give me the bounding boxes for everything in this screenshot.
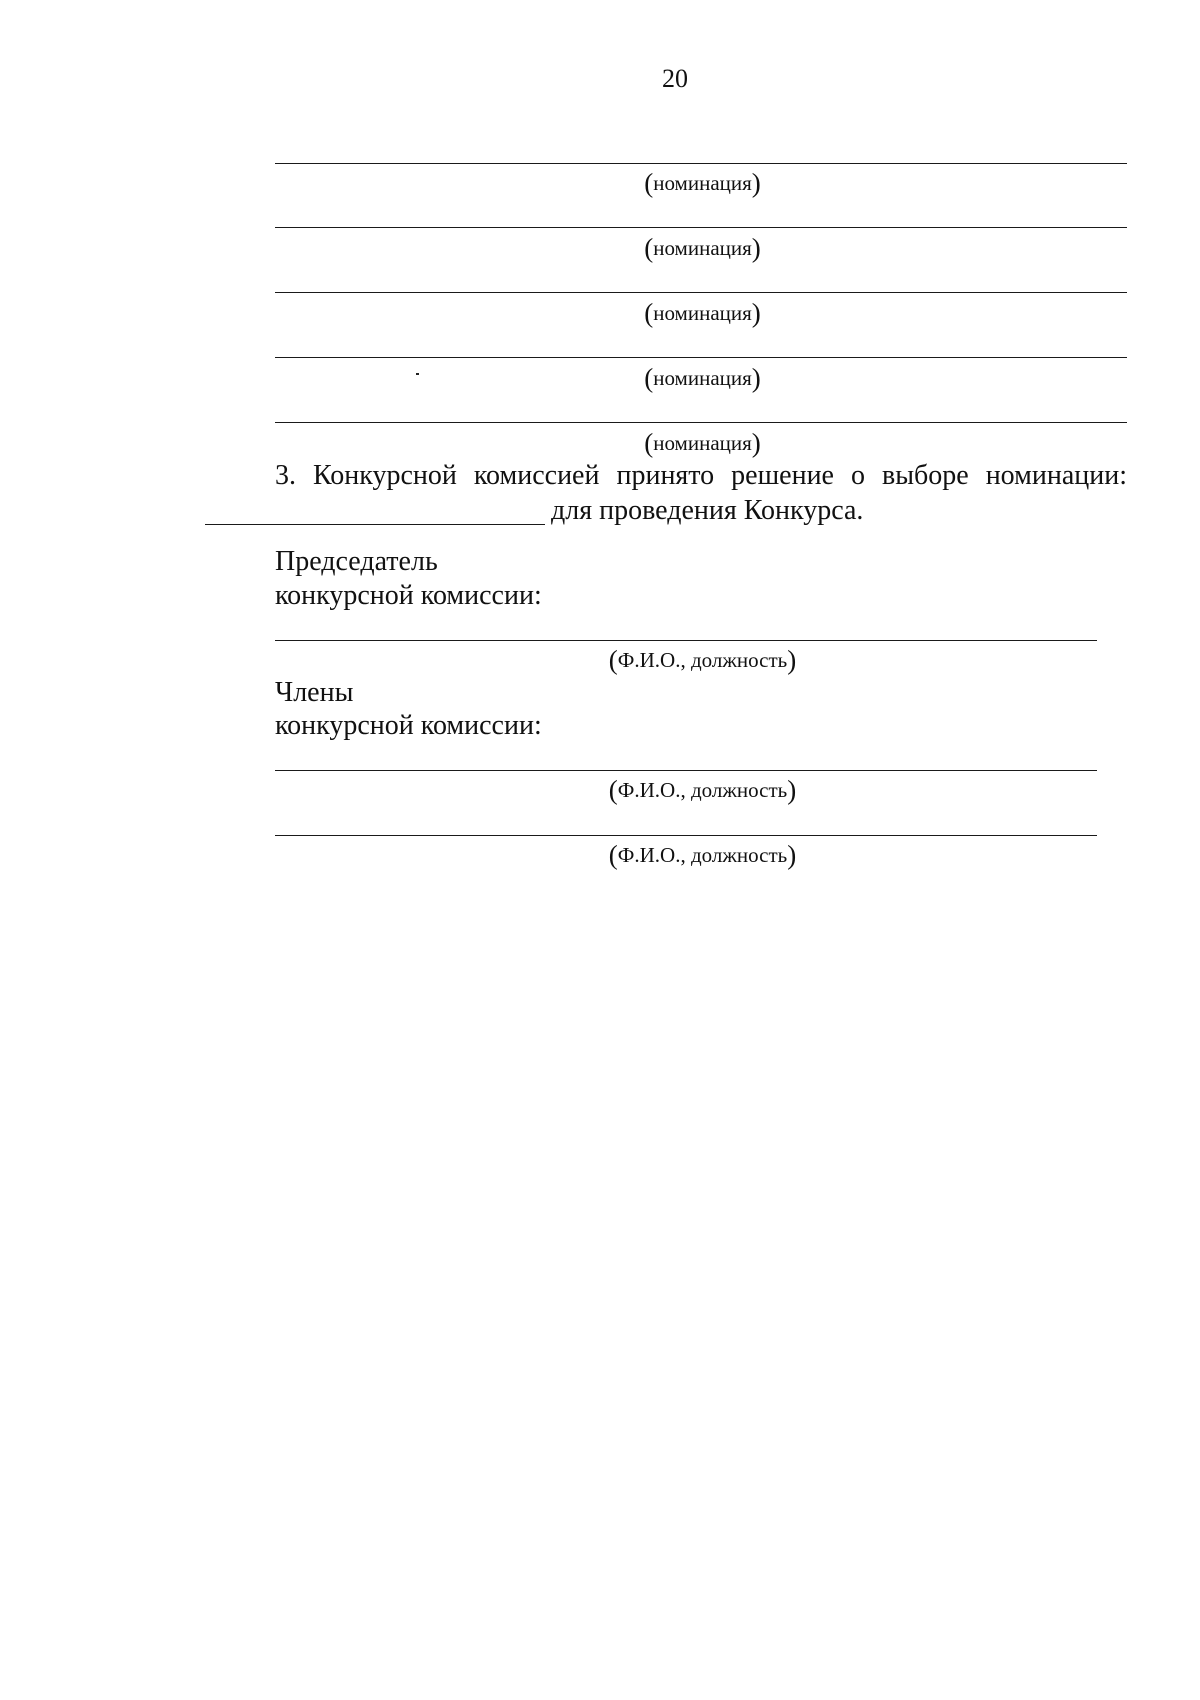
- close-paren: ): [787, 840, 797, 870]
- decision-line-2: для проведения Конкурса.: [551, 495, 864, 526]
- open-paren: (: [644, 233, 654, 263]
- open-paren: (: [644, 298, 654, 328]
- signature-caption-text: Ф.И.О., должность: [617, 648, 788, 672]
- nomination-caption-text: номинация: [653, 301, 752, 325]
- member-signature-caption-2: [520, 840, 885, 871]
- decision-blank-line: [205, 524, 545, 525]
- close-paren: ): [751, 298, 761, 328]
- nomination-caption-text: номинация: [653, 431, 752, 455]
- close-paren: ): [751, 233, 761, 263]
- nomination-line-5: [275, 422, 1127, 423]
- open-paren: (: [608, 840, 618, 870]
- nomination-line-3: [275, 292, 1127, 293]
- close-paren: ): [787, 775, 797, 805]
- nomination-line-2: [275, 227, 1127, 228]
- nomination-caption-text: номинация: [653, 171, 752, 195]
- close-paren: ): [787, 645, 797, 675]
- close-paren: ): [751, 363, 761, 393]
- nomination-line-4: [275, 357, 1127, 358]
- open-paren: (: [644, 428, 654, 458]
- close-paren: ): [751, 168, 761, 198]
- open-paren: (: [608, 645, 618, 675]
- member-signature-line-1: [275, 770, 1097, 771]
- chairman-signature-line: [275, 640, 1097, 641]
- nomination-caption-text: номинация: [653, 366, 752, 390]
- nomination-line-1: [275, 163, 1127, 164]
- decision-line-1: 3. Конкурсной комиссией принято решение о выборе номинации:: [275, 460, 1127, 491]
- nomination-caption-text: номинация: [653, 236, 752, 260]
- signature-caption-text: Ф.И.О., должность: [617, 843, 788, 867]
- open-paren: (: [608, 775, 618, 805]
- nomination-caption-4: [520, 363, 885, 394]
- nomination-caption-1: [520, 168, 885, 199]
- members-label-2: конкурсной комиссии:: [275, 710, 542, 741]
- page-number: 20: [662, 64, 688, 93]
- member-signature-caption-1: [520, 775, 885, 806]
- members-label: Члены: [275, 677, 354, 708]
- open-paren: (: [644, 363, 654, 393]
- close-paren: ): [751, 428, 761, 458]
- chairman-signature-caption: [520, 645, 885, 676]
- open-paren: (: [644, 168, 654, 198]
- chairman-label: Председатель: [275, 546, 438, 577]
- nomination-caption-3: [520, 298, 885, 329]
- signature-caption-text: Ф.И.О., должность: [617, 778, 788, 802]
- nomination-caption-5: [520, 428, 885, 459]
- member-signature-line-2: [275, 835, 1097, 836]
- scan-speck: [416, 373, 419, 375]
- chairman-label-2: конкурсной комиссии:: [275, 580, 542, 611]
- nomination-caption-2: [520, 233, 885, 264]
